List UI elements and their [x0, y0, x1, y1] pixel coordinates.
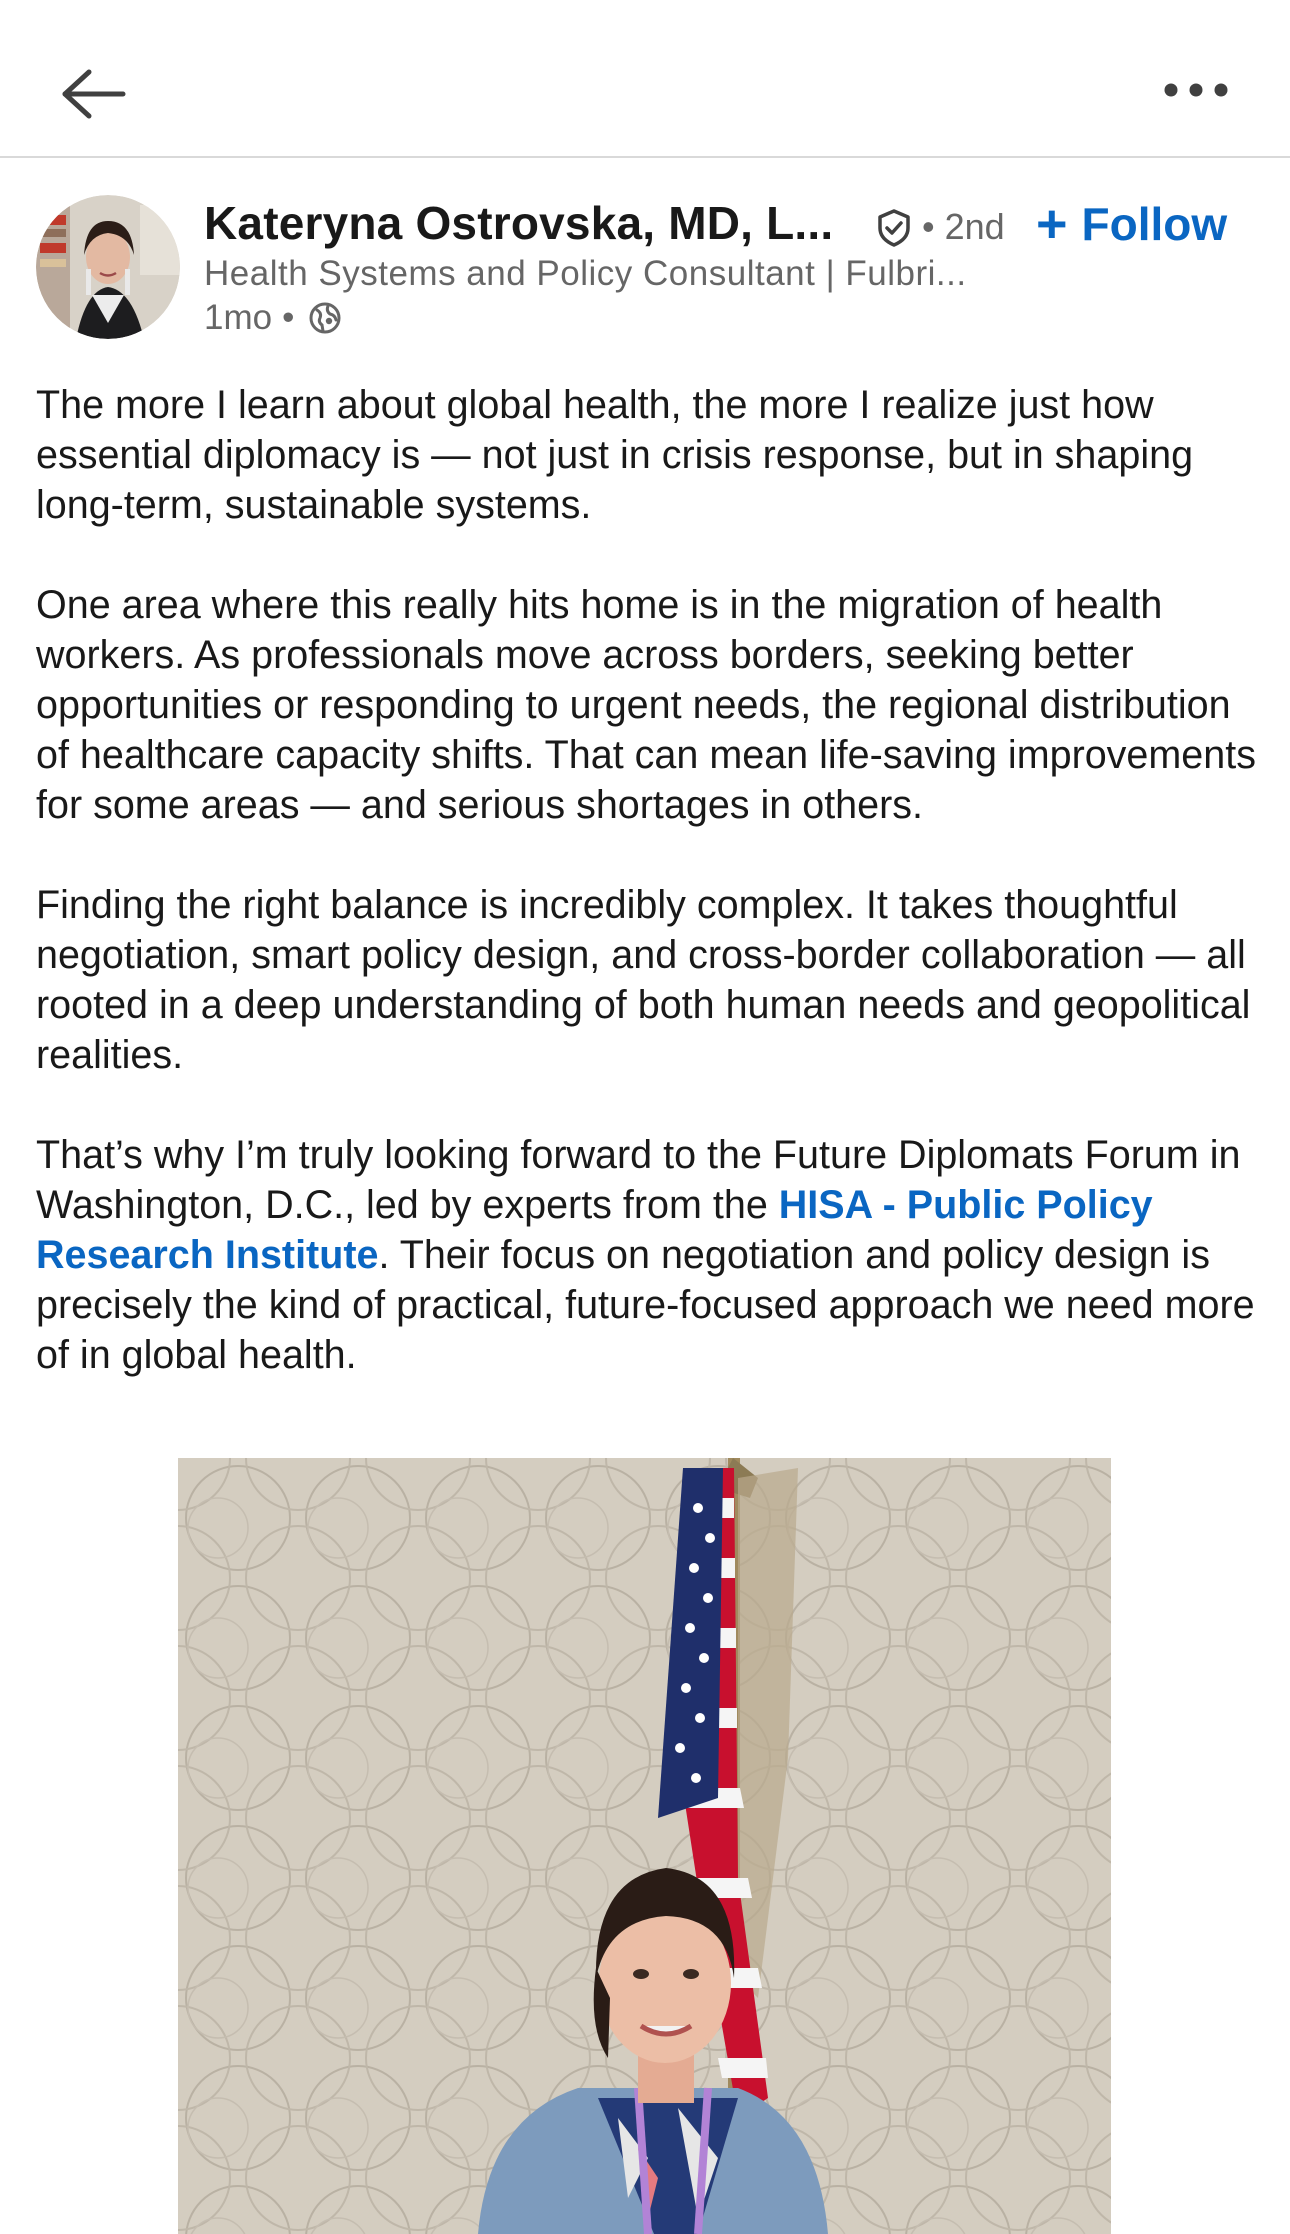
post-text: . Their focus on negotiation and policy design is precisely the kind of practical, future-focused approach we need more of in global health. [36, 1233, 1255, 1377]
post-paragraph [36, 1130, 1266, 1380]
follow-button[interactable] [1036, 194, 1227, 254]
back-button[interactable] [52, 58, 136, 130]
post-image[interactable] [178, 1458, 1111, 2234]
plus-icon: + [1036, 194, 1068, 254]
connection-degree: • 2nd [922, 206, 1005, 247]
mention-link[interactable]: HISA - Public Policy Research Institute [36, 1183, 1153, 1277]
post-body [36, 380, 1266, 1380]
globe-icon [308, 301, 342, 335]
author-name[interactable]: Kateryna Ostrovska, MD, L... [204, 197, 834, 249]
more-options-button[interactable] [1150, 60, 1242, 120]
follow-label: Follow [1081, 198, 1228, 250]
top-bar [0, 0, 1290, 158]
post-time: 1mo [204, 298, 273, 337]
post-text: That’s why I’m truly looking forward to the Future Diplomats Forum in Washington, D.C., led by experts from the [36, 1133, 1241, 1227]
post-paragraph: One area where this really hits home is in the migration of health workers. As professionals move across borders, seeking better opportunities or responding to urgent needs, the regional distribution of healthcare capacity shifts. That can mean life-saving improvements for some areas — and serious shortages in others. [36, 583, 1256, 827]
arrow-left-icon [59, 68, 129, 120]
avatar[interactable] [36, 195, 180, 339]
meta-separator: • [282, 298, 295, 337]
ellipsis-icon [1163, 82, 1229, 98]
author-headline: Health Systems and Policy Consultant | Fulbri... [204, 254, 967, 293]
post-paragraph: The more I learn about global health, the more I realize just how essential diplomacy is — not just in crisis response, but in shaping long-term, sustainable systems. [36, 383, 1194, 527]
post-meta [204, 296, 342, 340]
shield-check-icon [876, 208, 912, 248]
post-paragraph: Finding the right balance is incredibly complex. It takes thoughtful negotiation, smart policy design, and cross-border collaboration — all rooted in a deep understanding of both human needs and geopolitical realities. [36, 883, 1251, 1077]
